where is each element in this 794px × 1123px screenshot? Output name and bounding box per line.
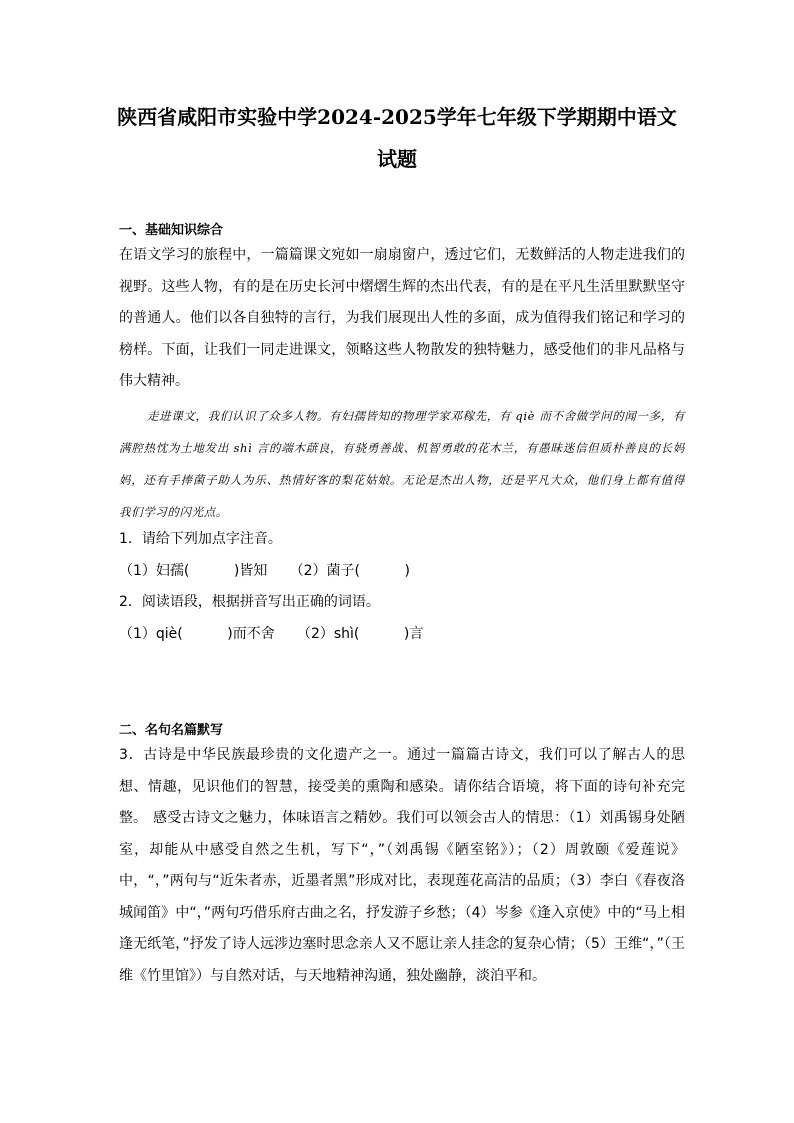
question-2-items: （1）qiè( )而不舍 （2）shì( )言 (119, 626, 424, 642)
reading-passage: 走进课文，我们认识了众多人物。有妇孺皆知的物理学家邓稼先，有 qiè 而不舍做学问的闻一多，有满腔热忱为土地发出 shì 言的端木蕻良，有骁勇善战、机智勇敢的花木兰，有愚昧迷信但质朴善良的长妈妈，还有手捧菌子助人为乐、热情好客的梨花姑娘。无论是杰出人物，还是平凡大众，他们身上都有值得我们学习的闪光点。 (119, 409, 685, 519)
page-title-continued: 试题 (377, 147, 417, 171)
question-3: 3．古诗是中华民族最珍贵的文化遗产之一。通过一篇篇古诗文，我们可以了解古人的思想、情趣，见识他们的智慧，接受美的熏陶和感染。请你结合语境，将下面的诗句补充完整。 (119, 747, 685, 826)
question-1-items: （1）妇孺( )皆知 （2）菌子( ) (119, 563, 410, 579)
page-title: 陕西省咸阳市实验中学2024-2025学年七年级下学期期中语文 (117, 105, 677, 129)
intro-text: 在语文学习的旅程中，一篇篇课文宛如一扇扇窗户，透过它们，无数鲜活的人物走进我们的视野。这些人物，有的是在历史长河中熠熠生辉的杰出代表，有的是在平凡生活里默默坚守的普通人。他们以各自独特的言行，为我们展现出人性的多面，成为值得我们铭记和学习的榜样。下面，让我们一同走进课文，领略这些人物散发的独特魅力，感受他们的非凡品格与伟大精神。 (119, 247, 685, 389)
intro-paragraph (119, 240, 685, 398)
section-heading-recitation: 二、名句名篇默写 (119, 723, 224, 738)
poem-fill-in-paragraph: 感受古诗文之魅力，体味语言之精妙。我们可以领会古人的情思：（1）刘禹锡身处陋室，却能从中感受自然之生机，写下“，”（刘禹锡《陋室铭》）；（2）周敦颐《爱莲说》中，“，”两句与“近朱者赤，近墨者黑”形成对比，表现莲花高洁的品质；（3）李白《春夜洛城闻笛》中“，”两句巧借乐府古曲之名，抒发游子乡愁；（4）岑参《逢入京使》中的“马上相逢无纸笔，”抒发了诗人远涉边塞时思念亲人又不愿让亲人挂念的复杂心情；（5）王维“，”（王维《竹里馆》）与自然对话，与天地精神沟通，独处幽静，淡泊平和。 (119, 810, 685, 984)
question-2: 2．阅读语段，根据拼音写出正确的词语。 (119, 594, 380, 610)
section-heading-basics: 一、基础知识综合 (119, 223, 224, 238)
question-1: 1．请给下列加点字注音。 (119, 531, 282, 547)
